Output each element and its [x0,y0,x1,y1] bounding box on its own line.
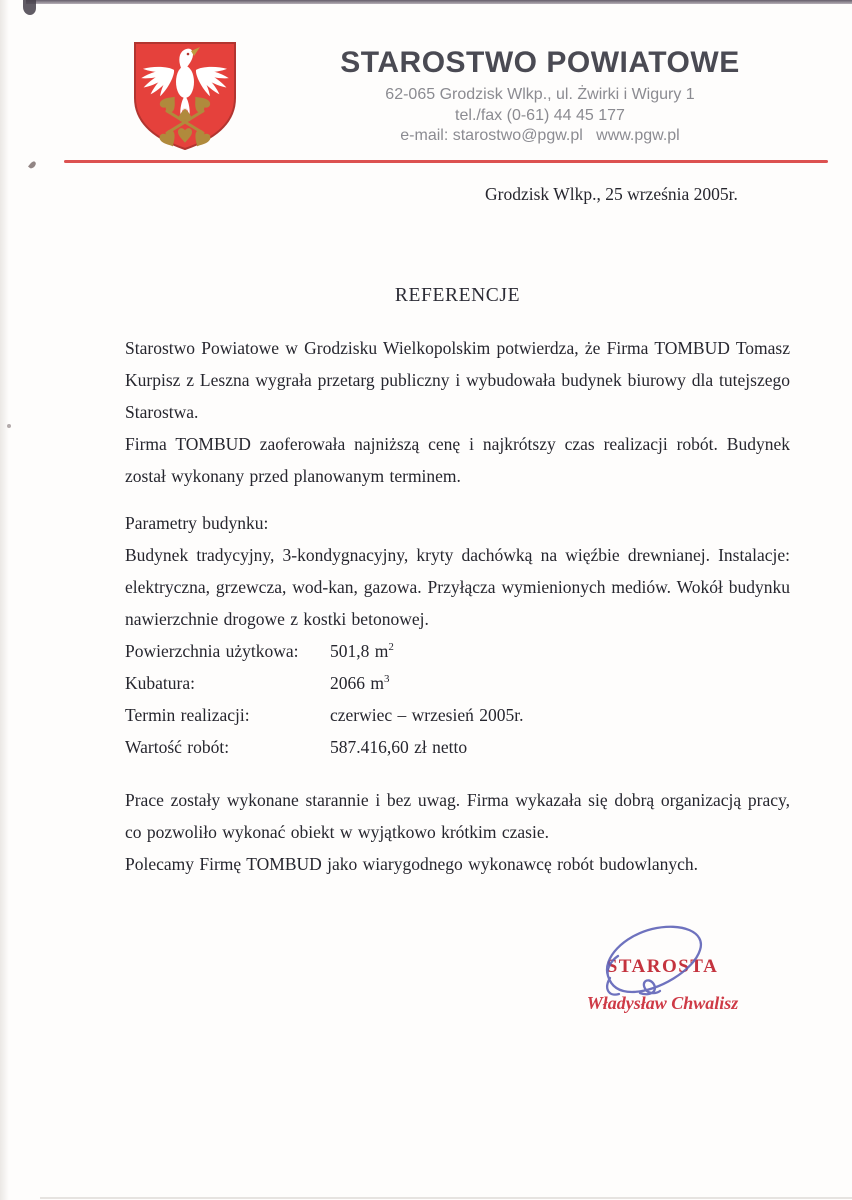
org-phone: tel./fax (0-61) 44 45 177 [455,106,625,124]
signer-role-stamp: STAROSTA [606,956,719,977]
parameters-heading: Parametry budynku: [125,513,269,533]
parameter-row [125,699,790,731]
date-line: Grodzisk Wlkp., 25 września 2005r. [485,184,738,204]
org-email-web: e-mail: starostwo@pgw.pl www.pgw.pl [400,127,680,144]
parameter-row [125,635,790,667]
parameter-row [125,667,790,699]
signer-name-stamp: Władysław Chwalisz [586,993,739,1013]
parameter-value: 501,8 $m^2$ [330,641,394,661]
coat-of-arms-icon [127,40,243,152]
scan-speck [7,424,11,428]
paragraph-confirmation: Starostwo Powiatowe w Grodzisku Wielkopolskim potwierdza, że Firma TOMBUD Tomasz Kurpisz z Leszna wygrała przetarg publiczny i wybudowała budynek biurowy dla tutejszego Starostwa. [125,338,790,422]
closing-section [125,784,790,880]
parameter-label: Kubatura: [125,673,195,693]
letterhead-divider [64,160,828,163]
closing-quality: Prace zostały wykonane starannie i bez uwag. Firma wykazała się dobrą organizacją pracy, co pozwoliło wykonać obiekt w wyjątkowo krótkim czasie. [125,790,790,842]
building-parameters-section [125,507,790,763]
signature-block [555,955,770,1014]
document-title: REFERENCJE [394,285,521,306]
paragraph-offer: Firma TOMBUD zaoferowała najniższą cenę i najkrótszy czas realizacji robót. Budynek został wykonany przed planowanym terminem. [125,434,790,486]
org-name: STAROSTWO POWIATOWE [340,46,740,79]
parameter-label: Wartość robót: [125,737,230,757]
scan-top-edge-shadow [26,0,852,4]
scan-bottom-edge [40,1197,852,1199]
parameters-description: Budynek tradycyjny, 3-kondygnacyjny, kryty dachówką na więźbie drewnianej. Instalacje: elektryczna, grzewcza, wod-kan, gazowa. Przyłącza wymienionych mediów. Wokół budynku nawierzchnie drogowe z kostki betonowej. [125,545,790,629]
parameter-label: Termin realizacji: [125,705,250,725]
scan-left-edge-shadow [0,0,9,1200]
parameter-label: Powierzchnia użytkowa: [125,641,299,661]
letterhead-text [290,46,790,147]
org-address: 62-065 Grodzisk Wlkp., ul. Żwirki i Wigury 1 [385,86,695,103]
letter-body [125,332,790,880]
scan-corner-smudge [23,0,36,15]
parameter-row [125,731,790,763]
parameter-value: czerwiec – wrzesień 2005r. [330,705,524,725]
scan-speck [28,160,37,169]
parameter-value: 587.416,60 zł netto [330,737,468,757]
closing-recommendation: Polecamy Firmę TOMBUD jako wiarygodnego wykonawcę robót budowlanych. [125,854,699,874]
parameter-value: 2066 $m^3$ [330,673,390,693]
